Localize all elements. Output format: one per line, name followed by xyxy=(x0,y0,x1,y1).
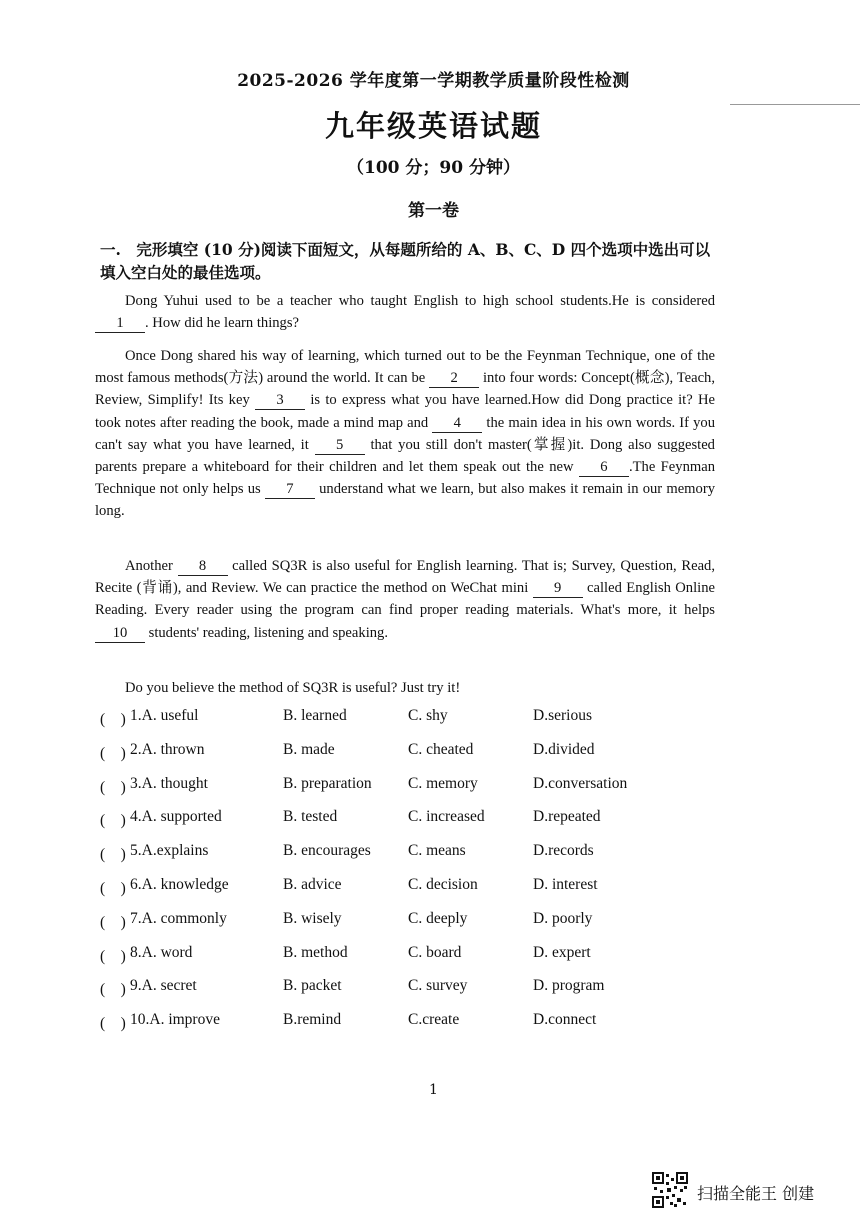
scanner-watermark xyxy=(652,1172,852,1212)
option-c: C. memory xyxy=(408,774,478,792)
answer-bracket[interactable]: ( ) xyxy=(100,778,126,796)
option-b: B. made xyxy=(283,740,335,758)
passage-text: into four words: Concept(概念), Teach, Review, Simplify! Its key xyxy=(95,370,716,409)
cloze-instructions: 一. 完形填空 (10 分)阅读下面短文，从每题所给的 A、B、C、D 四个选项中选出可以填入空白处的最佳选项。 xyxy=(100,240,711,282)
option-d: D.conversation xyxy=(533,774,628,792)
option-a: 3.A. thought xyxy=(130,774,208,792)
option-a: 5.A.explains xyxy=(130,842,209,860)
passage-text: . How did he learn things? xyxy=(145,315,300,332)
answer-bracket[interactable]: ( ) xyxy=(100,812,126,830)
qr-code-icon xyxy=(652,1172,688,1208)
option-c: C. shy xyxy=(408,707,448,724)
option-row xyxy=(100,944,720,974)
option-a: 8.A. word xyxy=(130,943,193,961)
option-a: 10.A. improve xyxy=(130,1011,220,1029)
page-number: 1 xyxy=(429,1082,438,1098)
option-row xyxy=(100,910,720,940)
option-row xyxy=(100,741,720,771)
option-d: D.serious xyxy=(533,707,592,724)
option-c: C.create xyxy=(408,1011,460,1029)
blank-3: 3 xyxy=(255,392,305,410)
option-row xyxy=(100,707,720,737)
answer-bracket[interactable]: ( ) xyxy=(100,981,126,999)
option-b: B. packet xyxy=(283,977,342,995)
option-d: D. interest xyxy=(533,876,598,893)
passage-paragraph-3 xyxy=(95,555,715,644)
option-row xyxy=(100,775,720,805)
option-a: 9.A. secret xyxy=(130,977,197,995)
option-a: 2.A. thrown xyxy=(130,740,205,758)
option-row xyxy=(100,842,720,872)
option-row xyxy=(100,808,720,838)
option-a: 4.A. supported xyxy=(130,808,222,826)
passage-paragraph-1 xyxy=(95,290,715,334)
answer-bracket[interactable]: ( ) xyxy=(100,744,126,762)
answer-bracket[interactable]: ( ) xyxy=(100,913,126,931)
option-d: D.connect xyxy=(533,1011,597,1029)
option-row xyxy=(100,1011,720,1041)
passage-text: that you still don't master(掌握)it. Dong also suggested parents prepare a whiteboard for their children and let them speak out the new xyxy=(95,436,715,476)
option-c: C. means xyxy=(408,842,466,860)
passage-text: called SQ3R is also useful for English learning. That is; Survey, Question, Read, Recite (背诵), and Review. We can practice the method on WeChat mini xyxy=(95,558,715,597)
option-d: D.repeated xyxy=(533,808,601,826)
option-d: D. poorly xyxy=(533,909,593,927)
passage-text: .The Feynman Technique not only helps us xyxy=(95,459,715,498)
blank-7: 7 xyxy=(265,481,315,499)
option-c: C. deeply xyxy=(408,909,468,927)
passage-text: understand what we learn, but also makes it remain in our memory long. xyxy=(95,481,715,520)
option-b: B.remind xyxy=(283,1011,342,1029)
option-b: B. advice xyxy=(283,876,342,893)
passage-text: Another xyxy=(125,558,173,574)
blank-2: 2 xyxy=(429,370,479,388)
option-d: D.records xyxy=(533,842,594,860)
option-a: 7.A. commonly xyxy=(130,909,227,927)
score-line: （100 分；90 分钟） xyxy=(347,158,520,178)
option-c: C. cheated xyxy=(408,740,474,758)
option-a: 6.A. knowledge xyxy=(130,876,229,893)
passage-text: is to express what you have learned.How did Dong practice it? He took notes after reading the book, made a mind map and xyxy=(95,392,715,431)
option-b: B. wisely xyxy=(283,909,342,927)
passage-text: called English Online Reading. Every reader using the program can find proper reading materials. What's more, it helps xyxy=(95,580,715,619)
passage-text: the main idea in his own words. If you can't say what you have learned, it xyxy=(95,414,715,453)
scanner-label: 扫描全能王 创建 xyxy=(697,1184,815,1203)
blank-4: 4 xyxy=(432,415,482,433)
exam-title: 2025-2026 学年度第一学期教学质量阶段性检测 xyxy=(237,71,630,91)
passage-text: Dong Yuhui used to be a teacher who taught English to high school students.He is considered xyxy=(125,293,715,309)
answer-bracket[interactable]: ( ) xyxy=(100,846,126,864)
passage-text: Do you believe the method of SQ3R is useful? Just try it! xyxy=(125,680,461,696)
option-b: B. learned xyxy=(283,707,347,724)
option-row xyxy=(100,977,720,1007)
passage-paragraph-4 xyxy=(95,677,715,699)
passage-text: students' reading, listening and speaking. xyxy=(148,624,388,641)
blank-5: 5 xyxy=(315,437,365,455)
option-d: D.divided xyxy=(533,740,595,758)
option-d: D. program xyxy=(533,977,605,995)
blank-8: 8 xyxy=(178,558,228,576)
passage-text: Once Dong shared his way of learning, which turned out to be the Feynman Technique, one of the most famous methods(方法) around the world. It can be xyxy=(95,348,715,387)
blank-10: 10 xyxy=(95,625,145,643)
option-b: B. encourages xyxy=(283,842,371,860)
option-a: 1.A. useful xyxy=(130,707,199,724)
option-row xyxy=(100,876,720,906)
blank-6: 6 xyxy=(579,459,629,477)
option-c: C. increased xyxy=(408,808,485,826)
passage-paragraph-2 xyxy=(95,345,715,523)
option-b: B. tested xyxy=(283,808,338,826)
option-b: B. preparation xyxy=(283,774,372,792)
option-d: D. expert xyxy=(533,943,591,961)
option-b: B. method xyxy=(283,943,348,961)
section-label: 第一卷 xyxy=(408,201,459,221)
option-c: C. board xyxy=(408,943,462,961)
main-title: 九年级英语试题 xyxy=(324,109,542,143)
option-c: C. survey xyxy=(408,977,468,995)
option-c: C. decision xyxy=(408,876,478,893)
answer-bracket[interactable]: ( ) xyxy=(100,711,126,728)
blank-9: 9 xyxy=(533,580,583,598)
answer-bracket[interactable]: ( ) xyxy=(100,1015,126,1033)
answer-bracket[interactable]: ( ) xyxy=(100,947,126,965)
answer-bracket[interactable]: ( ) xyxy=(100,880,126,897)
blank-1: 1 xyxy=(95,315,145,333)
